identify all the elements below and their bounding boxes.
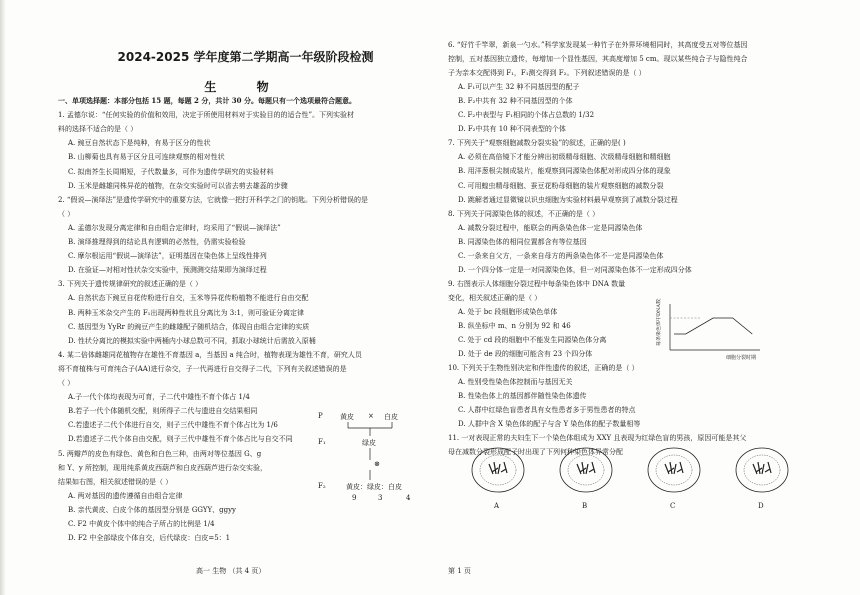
text-line: 1. 孟德尔说：“任何实验的价值和效用，决定于所使用材料对于实验目的的适合性”。下列实验材: [58, 111, 355, 120]
text-line: A.子一代个体均表现为可育，子二代中雄性不育个体占 1/4: [68, 393, 250, 402]
exam-title: 2024-2025 学年度第二学期高一年级阶段检测: [117, 50, 374, 64]
text-line: D. 一个四分体一定是一对同源染色体，但一对同源染色体不一定形成四分体: [458, 265, 692, 274]
text-line: A. 两对基因的遗传遵循自由组合定律: [68, 491, 183, 500]
cell-option-label: C: [670, 502, 676, 510]
cross-f2-label: F₂: [318, 482, 326, 490]
text-line: （ ）: [58, 209, 75, 218]
text-line: D. 玉米是雌雄同株异花的植物，在杂交实验时可以省去剪去雄蕊的步骤: [68, 181, 288, 190]
self-cross-symbol: ⊗: [374, 460, 380, 468]
cell-option-label: D: [758, 502, 764, 510]
scan-edge: [0, 0, 6, 595]
cross-diagram: [318, 410, 438, 520]
text-line: 10. 下列关于生物性别决定和伴性遗传的叙述，正确的是（ ）: [448, 364, 639, 373]
text-line: 2. “假说—演绎法”是遗传学研究中的重要方法，它就像一把打开科学之门的钥匙。下列分析错误的是: [58, 195, 369, 204]
text-line: B. F₂中共有 32 种不同基因型的个体: [458, 97, 573, 106]
cell-drawing: [463, 442, 533, 498]
cell-drawing: [551, 442, 621, 498]
cross-p-label: P: [318, 412, 323, 420]
cross-parent1: 黄皮: [340, 413, 354, 421]
cell-drawing: [727, 442, 797, 498]
text-line: A. 自然状态下豌豆自花传粉进行自交，玉米等异花传粉植物不能进行自由交配: [68, 294, 309, 303]
y-axis-label: 每条染色体中DNA数量: [656, 298, 662, 346]
text-line: B. 两种玉米杂交产生的 F₁出现两种性状且分离比为 3:1，则可验证分离定律: [68, 308, 304, 317]
cross-parent2: 白皮: [384, 413, 398, 421]
text-line: D. F₂中共有 10 种不同表型的个体: [458, 125, 566, 134]
cell-diagram: [551, 442, 621, 510]
cross-f2: 黄皮：绿皮：白皮: [346, 483, 402, 491]
text-line: D. F2 中全部绿皮个体自交，后代绿皮：白皮=5：1: [68, 534, 231, 543]
text-line: 一、单项选择题：本部分包括 15 题，每题 2 分，共计 30 分。每题只有一个选项最符合题意。: [58, 96, 356, 105]
text-line: D. 跳解者通过显微镜以识虫细胞为实验材料最早观察到了减数分裂过程: [458, 195, 678, 204]
ratio-value: 3: [378, 494, 383, 502]
text-line: A. F₁可以产生 32 种不同基因型的配子: [458, 83, 580, 92]
text-line: A. 性别受性染色体控制而与基因无关: [458, 378, 573, 387]
text-line: D. 处于 de 段的细胞可能含有 23 个四分体: [458, 350, 593, 359]
text-line: D.若遗述子二代个体自由交配，则子三代中雄性不育个体占比与自交不同: [68, 435, 293, 444]
cell-option-label: A: [494, 502, 500, 510]
text-line: B. 同源染色体的相同位置都含有等位基因: [458, 237, 587, 246]
dna-chart-svg: [656, 298, 774, 364]
text-line: 11. 一对表现正常的夫妇生下一个染色体组成为 XXY 且表现为红绿色盲的男孩，原因可能是其父: [448, 434, 747, 443]
cell-drawing: [639, 442, 709, 498]
footer-page: 第 1 页: [448, 567, 471, 575]
text-line: 4. 某二倍体雌雄同花植物存在雄性不育基因 a，当基因 a 纯合时，植物表现为雄性不育，研究人员: [58, 350, 362, 359]
text-line: 变化，相关叙述正确的是（ ）: [448, 293, 542, 302]
text-line: C. F2 中黄皮个体中的纯合子所占的比例是 1/4: [68, 520, 215, 528]
text-line: C. 拟南芥生长周期短，子代数量多，可作为遗传学研究的实验材料: [68, 167, 274, 176]
text-line: 将不育植株与可育纯合子(AA)进行杂交，子一代再进行自交得子二代，下列有关叙述错误的是: [58, 364, 347, 373]
text-line: C. 处于 cd 段的细胞中不能发生同源染色体分离: [458, 336, 607, 345]
text-line: A. 处于 bc 段细胞形成染色单体: [458, 307, 558, 316]
text-line: C. 可用蝗虫精母细胞、蚕豆花粉母细胞的装片观察细胞的减数分裂: [458, 181, 664, 190]
exam-subject: 生 物: [204, 80, 287, 94]
ratio-value: 9: [352, 494, 357, 502]
cell-option-label: B: [582, 502, 588, 510]
text-line: 3. 下列关于遗传规律研究的叙述正确的是（ ）: [58, 280, 203, 289]
cross-f1: 绿皮: [362, 439, 376, 447]
text-line: A. 豌豆自然状态下是纯种，有易于区分的性状: [68, 139, 211, 148]
text-line: 子为亲本交配得到 F₁，F₁测交得到 F₂。下列叙述错误的是（ ）: [448, 69, 646, 78]
cross-sign: ×: [368, 412, 374, 420]
text-line: C. F₂中表型与 F₁相同的个体占总数的 1/32: [458, 111, 595, 120]
text-line: C.若遗述子二代个体进行自交，则子三代中雄性不育个体占比为 1/6: [68, 421, 278, 430]
text-line: B. 用洋葱根尖制成装片，能观察到同源染色体配对形成四分体的现象: [458, 167, 671, 176]
text-line: C. 人群中红绿色盲患者具有女性患者多于男性患者的特点: [458, 406, 636, 415]
text-line: （ ）: [58, 379, 75, 387]
text-line: A. 必须在高倍镜下才能分辨出初级精母细胞、次级精母细胞和精细胞: [458, 153, 671, 162]
cell-diagram: [639, 442, 709, 510]
text-line: 7. 下列关于“观察细胞减数分裂实验”的叙述，正确的是( ): [448, 139, 626, 148]
text-line: D. 在验证—对相对性状杂交实验中，预测测交结果即为演绎过程: [68, 266, 267, 275]
x-axis-label: 细胞分裂时期: [726, 355, 757, 361]
cell-diagram: [727, 442, 797, 510]
text-line: 5. 两瓣芦的皮色有绿色、黄色和白色三种，由两对等位基因 G、g: [58, 449, 262, 458]
cell-diagram: [463, 442, 533, 510]
ratio-value: 4: [406, 494, 411, 502]
text-line: 8. 下列关于同源染色体的叙述，不正确的是（ ）: [448, 209, 600, 218]
text-line: 母在减数分裂形成配子时出现了下列何种染色体异常分配: [448, 448, 623, 457]
text-line: D. 人群中含 X 染色体的配子与含 Y 染色体的配子数量相等: [458, 420, 641, 429]
text-line: B. 山柳菊也具有易于区分且可连续观察的相对性状: [68, 153, 225, 162]
text-line: B. 演绎推理得到的结论具有逻辑的必然性，仍需实验检验: [68, 238, 246, 246]
text-line: A. 孟德尔发现分离定律和自由组合定律时，均采用了“假说—演绎法”: [68, 223, 281, 232]
text-line: D. 性状分离比的模拟实验中两桶内小球总数可不同，抓取小球统计后需放入原桶: [68, 336, 316, 345]
text-line: 结果如右图，相关叙述错误的是（ ）: [58, 477, 173, 486]
footer-left: 高一 生物 （共 4 页）: [196, 567, 266, 575]
series-line: [674, 318, 752, 334]
dna-chart: [656, 298, 774, 368]
text-line: 和 Y、y 所控制，现用纯系黄皮西葫芦和白皮西葫芦进行杂交实验，: [58, 463, 268, 472]
text-line: C. 一条来自父方，一条来自母方的两条染色体不一定是同源染色体: [458, 251, 664, 260]
text-line: 料的选择不适合的是（ ）: [58, 125, 138, 134]
text-line: C. 基因型为 YyRr 的豌豆产生的雌雄配子随机结合，体现自由组合定律的实质: [68, 322, 310, 331]
text-line: B. 亲代黄皮、白皮个体的基因型分别是 GGYY、ggyy: [68, 505, 236, 514]
text-line: C. 摩尔根运用“假说—演绎法”，证明基因在染色体上呈线性排列: [68, 252, 267, 261]
text-line: 控制，五对基因独立遗传，每增加一个显性基因，其高度增加 5 cm。现以某些纯合子与隐性纯合: [448, 55, 748, 64]
text-line: 9. 右图表示人体细胞分裂过程中每条染色体中 DNA 数量: [448, 279, 626, 288]
text-line: A. 减数分裂过程中，能联会的两条染色体一定是同源染色体: [458, 223, 643, 232]
text-line: B. 纵坐标中 m、n 分别为 92 和 46: [458, 322, 571, 330]
cross-f1-label: F₁: [318, 438, 326, 446]
text-line: 6. “好竹千竿翠，新泉一勺水。”科学家发现某一种竹子在外界环境相同时，其高度受五对等位基因: [448, 41, 748, 49]
text-line: B. 性染色体上的基因都伴随性染色体遗传: [458, 392, 587, 401]
text-line: B.若子一代个体随机交配，则所得子二代与遗进自交结果相同: [68, 407, 258, 416]
